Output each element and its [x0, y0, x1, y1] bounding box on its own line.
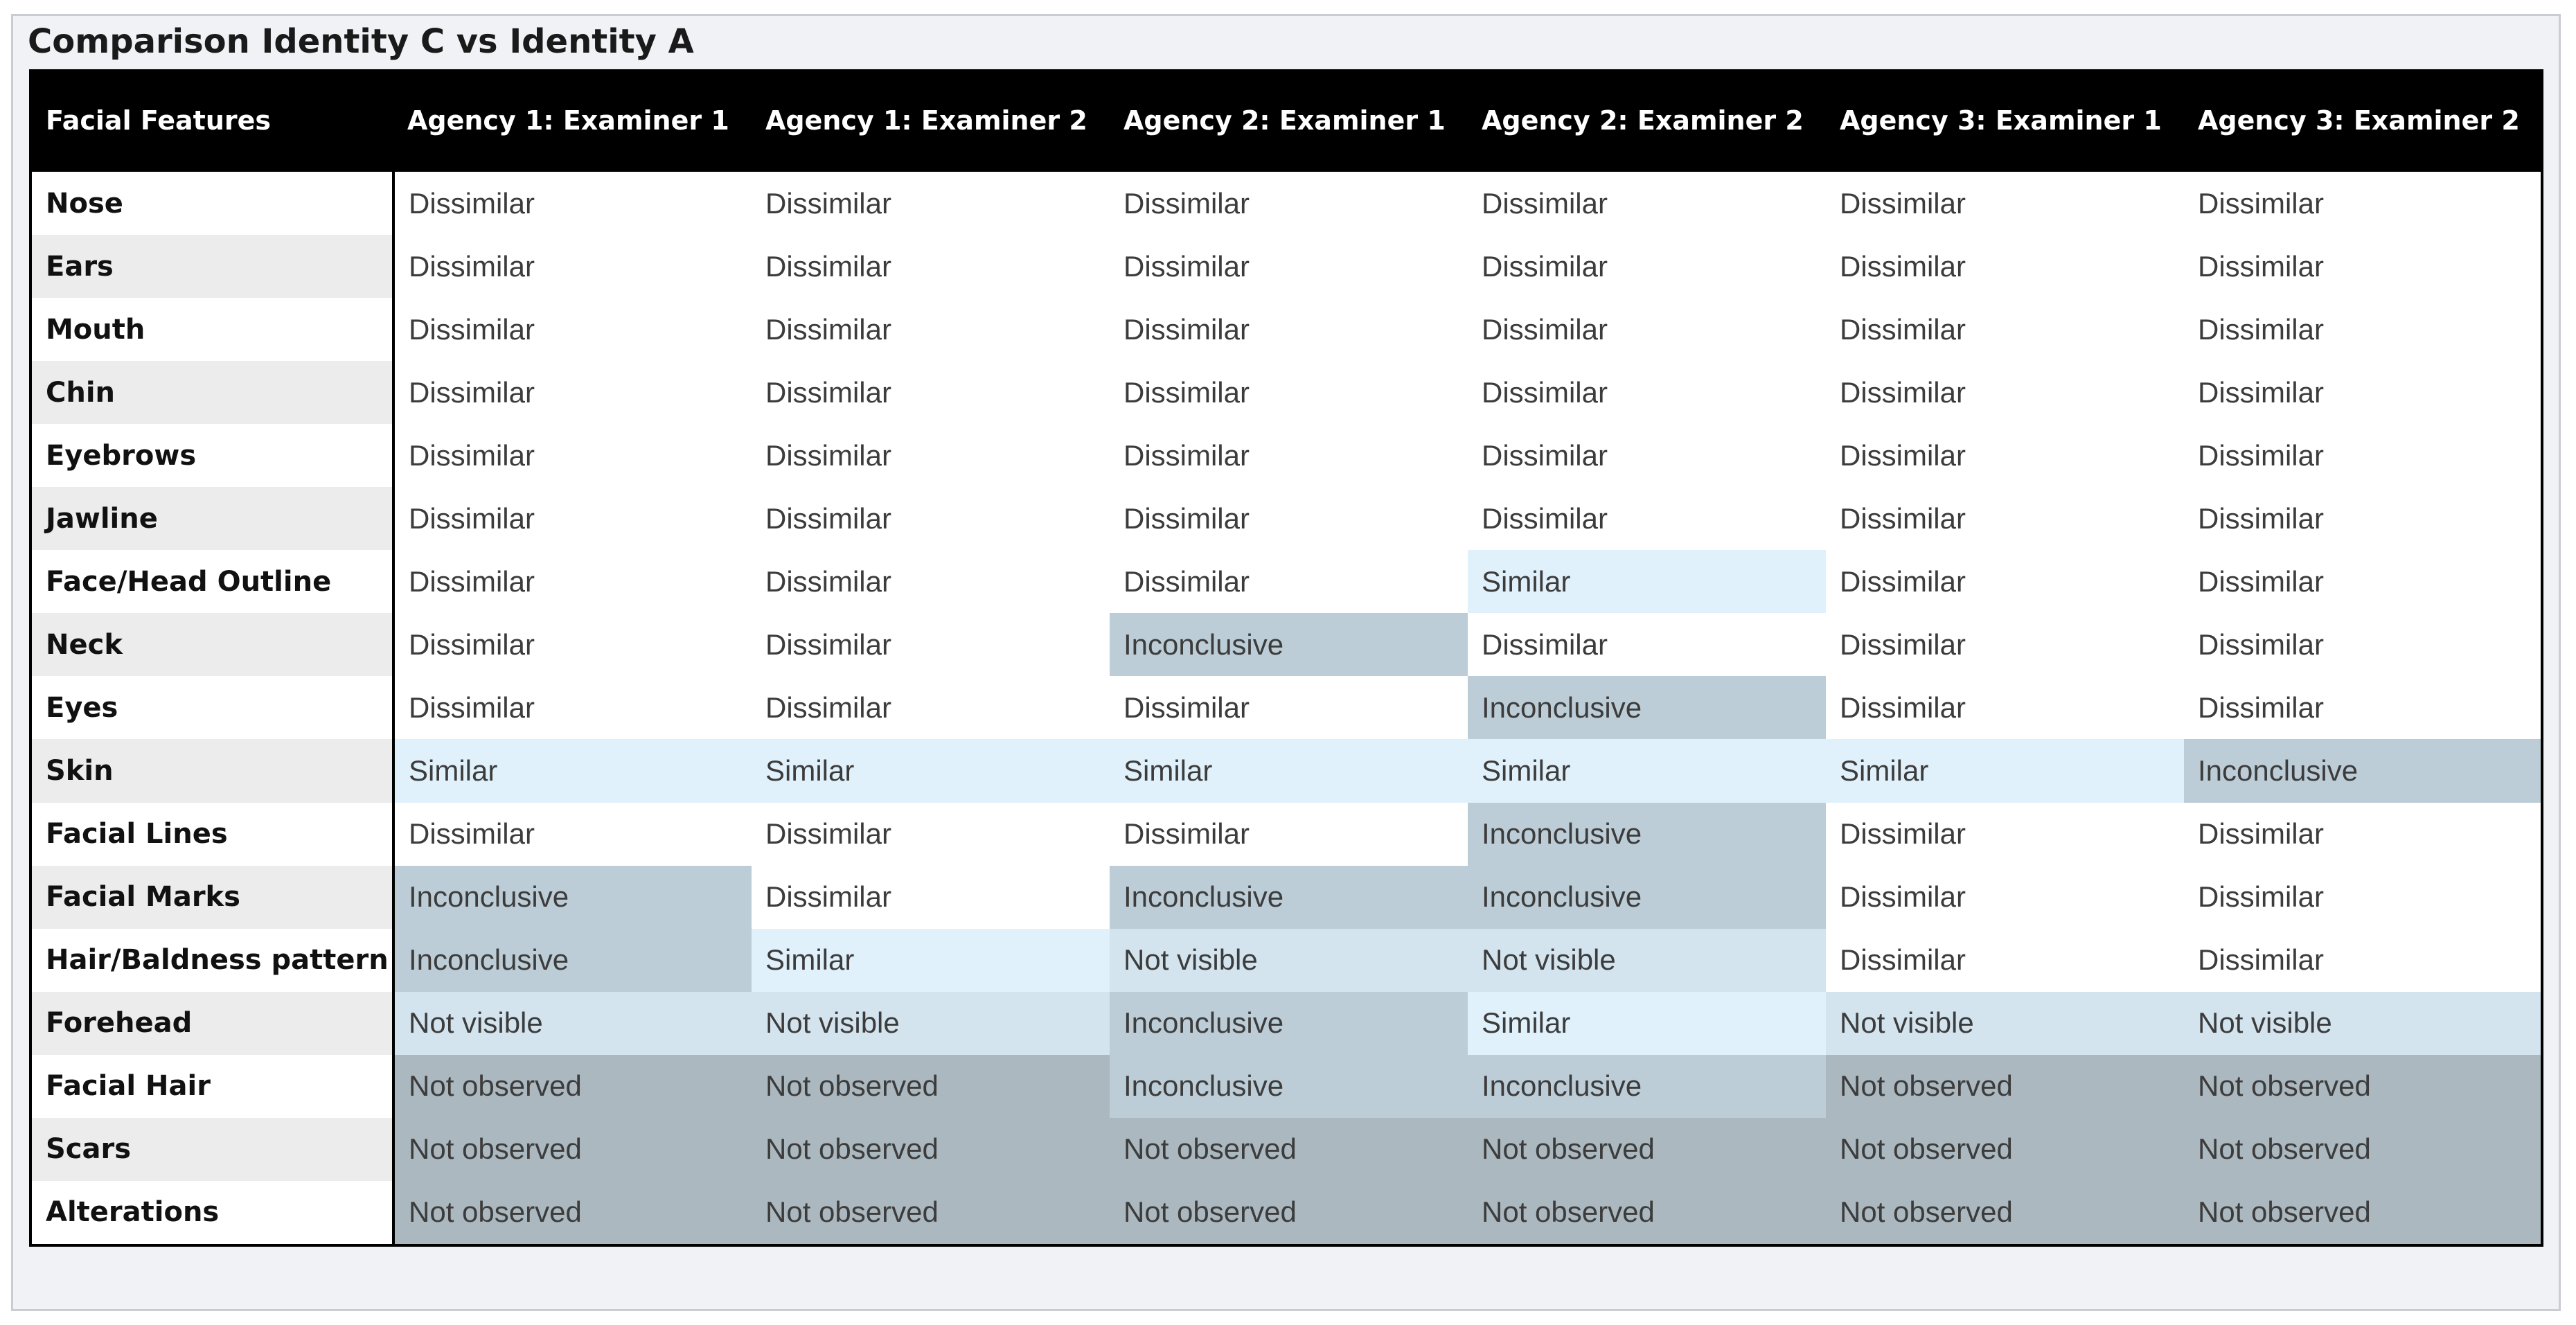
column-header-agency2-examiner2[interactable]: Agency 2: Examiner 2 [1468, 71, 1826, 170]
table-cell[interactable]: Dissimilar [1826, 424, 2184, 487]
table-cell[interactable]: Dissimilar [1468, 298, 1826, 361]
table-cell[interactable]: Dissimilar [393, 550, 752, 613]
column-header-agency1-examiner1[interactable]: Agency 1: Examiner 1 [393, 71, 752, 170]
table-row-eyebrows [30, 424, 2542, 487]
feature-label: Eyebrows [30, 424, 393, 487]
table-cell[interactable]: Dissimilar [393, 803, 752, 866]
table-row-facial-marks [30, 866, 2542, 929]
table-cell[interactable]: Not observed [1110, 1181, 1468, 1245]
table-row-neck [30, 613, 2542, 676]
table-cell[interactable]: Not visible [1110, 929, 1468, 992]
table-row-facial-hair [30, 1055, 2542, 1118]
table-cell[interactable]: Not observed [393, 1055, 752, 1118]
table-cell[interactable]: Dissimilar [2184, 550, 2542, 613]
feature-label: Forehead [30, 992, 393, 1055]
table-cell[interactable]: Not observed [2184, 1118, 2542, 1181]
table-cell[interactable]: Not observed [1110, 1118, 1468, 1181]
table-cell[interactable]: Dissimilar [1826, 361, 2184, 424]
table-row-jawline [30, 487, 2542, 550]
feature-label: Hair/Baldness pattern [30, 929, 393, 992]
feature-label: Neck [30, 613, 393, 676]
table-row-ears [30, 235, 2542, 298]
table-cell[interactable]: Similar [1826, 739, 2184, 802]
table-cell[interactable]: Dissimilar [752, 803, 1110, 866]
table-cell[interactable]: Dissimilar [752, 550, 1110, 613]
table-row-nose [30, 170, 2542, 235]
table-cell[interactable]: Dissimilar [1826, 929, 2184, 992]
feature-label: Nose [30, 170, 393, 235]
table-cell[interactable]: Not observed [752, 1118, 1110, 1181]
table-row-facial-lines [30, 803, 2542, 866]
table-cell[interactable]: Similar [1468, 550, 1826, 613]
table-cell[interactable]: Inconclusive [1468, 676, 1826, 739]
table-cell[interactable]: Dissimilar [2184, 298, 2542, 361]
feature-label: Mouth [30, 298, 393, 361]
feature-label: Facial Hair [30, 1055, 393, 1118]
table-cell[interactable]: Inconclusive [2184, 739, 2542, 802]
table-cell[interactable]: Dissimilar [2184, 361, 2542, 424]
table-row-skin [30, 739, 2542, 802]
table-cell[interactable]: Dissimilar [1826, 613, 2184, 676]
table-cell[interactable]: Inconclusive [1468, 866, 1826, 929]
feature-label: Skin [30, 739, 393, 802]
column-header-agency2-examiner1[interactable]: Agency 2: Examiner 1 [1110, 71, 1468, 170]
table-row-scars [30, 1118, 2542, 1181]
table-cell[interactable]: Inconclusive [393, 866, 752, 929]
table-cell[interactable]: Dissimilar [752, 613, 1110, 676]
table-cell[interactable]: Dissimilar [393, 298, 752, 361]
table-cell[interactable]: Dissimilar [2184, 929, 2542, 992]
table-cell[interactable]: Dissimilar [1110, 550, 1468, 613]
table-row-alterations [30, 1181, 2542, 1245]
table-cell[interactable]: Dissimilar [1110, 361, 1468, 424]
table-header-row [30, 71, 2542, 170]
table-cell[interactable]: Not observed [1468, 1181, 1826, 1245]
table-cell[interactable]: Dissimilar [752, 676, 1110, 739]
table-cell[interactable]: Dissimilar [752, 866, 1110, 929]
table-cell[interactable]: Not observed [1468, 1118, 1826, 1181]
table-cell[interactable]: Dissimilar [393, 361, 752, 424]
table-body [30, 170, 2542, 1245]
table-cell[interactable]: Similar [752, 929, 1110, 992]
table-cell[interactable]: Dissimilar [1468, 487, 1826, 550]
table-cell[interactable]: Not observed [2184, 1181, 2542, 1245]
table-cell[interactable]: Similar [393, 739, 752, 802]
table-row-face-head-outline [30, 550, 2542, 613]
table-cell[interactable]: Dissimilar [2184, 613, 2542, 676]
table-cell[interactable]: Dissimilar [752, 235, 1110, 298]
table-cell[interactable]: Not observed [393, 1118, 752, 1181]
table-cell[interactable]: Dissimilar [393, 170, 752, 235]
column-header-agency1-examiner2[interactable]: Agency 1: Examiner 2 [752, 71, 1110, 170]
table-cell[interactable]: Inconclusive [1468, 803, 1826, 866]
feature-label: Facial Lines [30, 803, 393, 866]
feature-label: Eyes [30, 676, 393, 739]
table-cell[interactable]: Dissimilar [2184, 424, 2542, 487]
table-cell[interactable]: Dissimilar [1110, 424, 1468, 487]
table-cell[interactable]: Inconclusive [393, 929, 752, 992]
table-cell[interactable]: Not observed [1826, 1181, 2184, 1245]
table-cell[interactable]: Dissimilar [1110, 298, 1468, 361]
table-cell[interactable]: Not visible [1468, 929, 1826, 992]
table-row-chin [30, 361, 2542, 424]
table-cell[interactable]: Dissimilar [1468, 424, 1826, 487]
table-cell[interactable]: Dissimilar [1468, 235, 1826, 298]
table-cell[interactable]: Not visible [1826, 992, 2184, 1055]
table-cell[interactable]: Not visible [393, 992, 752, 1055]
table-cell[interactable]: Dissimilar [1468, 613, 1826, 676]
table-cell[interactable]: Dissimilar [1826, 487, 2184, 550]
feature-label: Scars [30, 1118, 393, 1181]
table-cell[interactable]: Dissimilar [1826, 170, 2184, 235]
table-cell[interactable]: Dissimilar [1468, 361, 1826, 424]
table-cell[interactable]: Dissimilar [1826, 866, 2184, 929]
table-cell[interactable]: Dissimilar [1826, 235, 2184, 298]
feature-label: Ears [30, 235, 393, 298]
table-cell[interactable]: Dissimilar [752, 487, 1110, 550]
table-cell[interactable]: Dissimilar [1110, 487, 1468, 550]
table-cell[interactable]: Dissimilar [1826, 550, 2184, 613]
feature-label: Chin [30, 361, 393, 424]
table-cell[interactable]: Similar [1110, 739, 1468, 802]
table-cell[interactable]: Dissimilar [393, 235, 752, 298]
table-cell[interactable]: Similar [1468, 739, 1826, 802]
table-cell[interactable]: Dissimilar [752, 170, 1110, 235]
table-cell[interactable]: Dissimilar [1826, 803, 2184, 866]
feature-label: Alterations [30, 1181, 393, 1245]
table-cell[interactable]: Dissimilar [1110, 235, 1468, 298]
column-header-agency3-examiner1[interactable]: Agency 3: Examiner 1 [1826, 71, 2184, 170]
table-cell[interactable]: Dissimilar [1826, 298, 2184, 361]
table-row-forehead [30, 992, 2542, 1055]
table-cell[interactable]: Not observed [752, 1181, 1110, 1245]
column-header-agency3-examiner2[interactable]: Agency 3: Examiner 2 [2184, 71, 2542, 170]
table-cell[interactable]: Dissimilar [752, 298, 1110, 361]
column-header-facial-features[interactable]: Facial Features [30, 71, 393, 170]
table-cell[interactable]: Dissimilar [2184, 803, 2542, 866]
table-cell[interactable]: Not observed [2184, 1055, 2542, 1118]
table-cell[interactable]: Inconclusive [1110, 866, 1468, 929]
table-cell[interactable]: Dissimilar [1110, 803, 1468, 866]
table-cell[interactable]: Not observed [393, 1181, 752, 1245]
table-cell[interactable]: Similar [752, 739, 1110, 802]
table-cell[interactable]: Not visible [752, 992, 1110, 1055]
feature-label: Jawline [30, 487, 393, 550]
table-cell[interactable]: Dissimilar [1468, 170, 1826, 235]
table-row-mouth [30, 298, 2542, 361]
table-cell[interactable]: Dissimilar [2184, 235, 2542, 298]
table-cell[interactable]: Dissimilar [393, 676, 752, 739]
table-cell[interactable]: Dissimilar [752, 361, 1110, 424]
table-cell[interactable]: Not observed [1826, 1118, 2184, 1181]
table-cell[interactable]: Not observed [1826, 1055, 2184, 1118]
table-cell[interactable]: Dissimilar [2184, 487, 2542, 550]
table-cell[interactable]: Dissimilar [1110, 170, 1468, 235]
table-cell[interactable]: Similar [1468, 992, 1826, 1055]
table-cell[interactable]: Dissimilar [2184, 676, 2542, 739]
table-cell[interactable]: Inconclusive [1110, 992, 1468, 1055]
feature-label: Face/Head Outline [30, 550, 393, 613]
page-title: Comparison Identity C vs Identity A [28, 22, 694, 61]
table-cell[interactable]: Dissimilar [752, 424, 1110, 487]
table-cell[interactable]: Dissimilar [2184, 170, 2542, 235]
table-cell[interactable]: Dissimilar [393, 424, 752, 487]
table-cell[interactable]: Inconclusive [1110, 1055, 1468, 1118]
feature-label: Facial Marks [30, 866, 393, 929]
table-row-hair-baldness-pattern [30, 929, 2542, 992]
table-cell[interactable]: Dissimilar [2184, 866, 2542, 929]
table-cell[interactable]: Inconclusive [1110, 613, 1468, 676]
table-cell[interactable]: Inconclusive [1468, 1055, 1826, 1118]
table-cell[interactable]: Not observed [752, 1055, 1110, 1118]
table-cell[interactable]: Dissimilar [1826, 676, 2184, 739]
table-cell[interactable]: Dissimilar [393, 487, 752, 550]
table-cell[interactable]: Dissimilar [1110, 676, 1468, 739]
table-cell[interactable]: Dissimilar [393, 613, 752, 676]
comparison-table [29, 69, 2543, 1247]
table-cell[interactable]: Not visible [2184, 992, 2542, 1055]
table-row-eyes [30, 676, 2542, 739]
